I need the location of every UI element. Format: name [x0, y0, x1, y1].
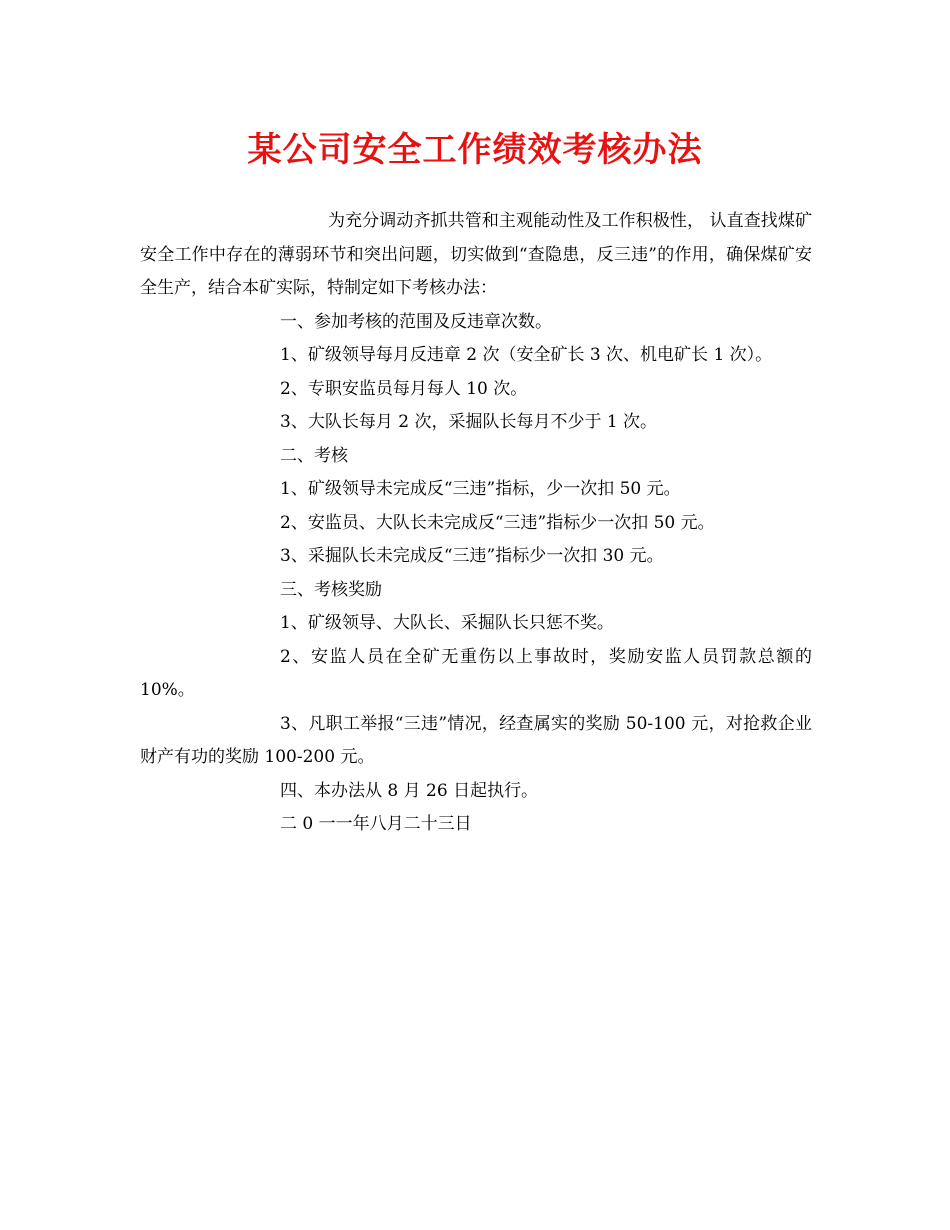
section-item: 1、矿级领导、大队长、采掘队长只惩不奖。	[280, 613, 614, 633]
section-item: 3、凡职工举报“三违”情况，经查属实的奖励 50-100 元，对抢救企业财产有功的奖励 100-200 元。	[140, 713, 812, 767]
section-heading-assessment: 二、考核	[280, 445, 348, 466]
section-heading-scope: 一、参加考核的范围及反违章次数。	[280, 311, 552, 332]
document-title: 某公司安全工作绩效考核办法	[247, 130, 703, 170]
section-item: 3、大队长每月 2 次，采掘队长每月不少于 1 次。	[280, 412, 658, 432]
section-item: 1、矿级领导每月反违章 2 次（安全矿长 3 次、机电矿长 1 次）。	[280, 345, 773, 365]
section-heading-effective: 四、本办法从 8 月 26 日起执行。	[280, 780, 539, 801]
intro-paragraph: 为充分调动齐抓共管和主观能动性及工作积极性， 认直查找煤矿安全工作中存在的薄弱环节和突出问题，切实做到“查隐患，反三违”的作用，确保煤矿安全生产，结合本矿实际，特制定如下考核办法：	[140, 211, 812, 298]
section-item: 3、采掘队长未完成反“三违”指标少一次扣 30 元。	[280, 546, 664, 566]
section-item: 2、专职安监员每月每人 10 次。	[280, 378, 528, 399]
section-item: 1、矿级领导未完成反“三违”指标，少一次扣 50 元。	[280, 479, 681, 499]
document-date: 二 0 一一年八月二十三日	[280, 814, 472, 834]
document-body	[140, 205, 812, 842]
section-item: 2、安监员、大队长未完成反“三违”指标少一次扣 50 元。	[280, 512, 715, 533]
section-heading-rewards: 三、考核奖励	[280, 579, 382, 600]
section-item: 2、安监人员在全矿无重伤以上事故时，奖励安监人员罚款总额的 10%。	[140, 646, 812, 700]
